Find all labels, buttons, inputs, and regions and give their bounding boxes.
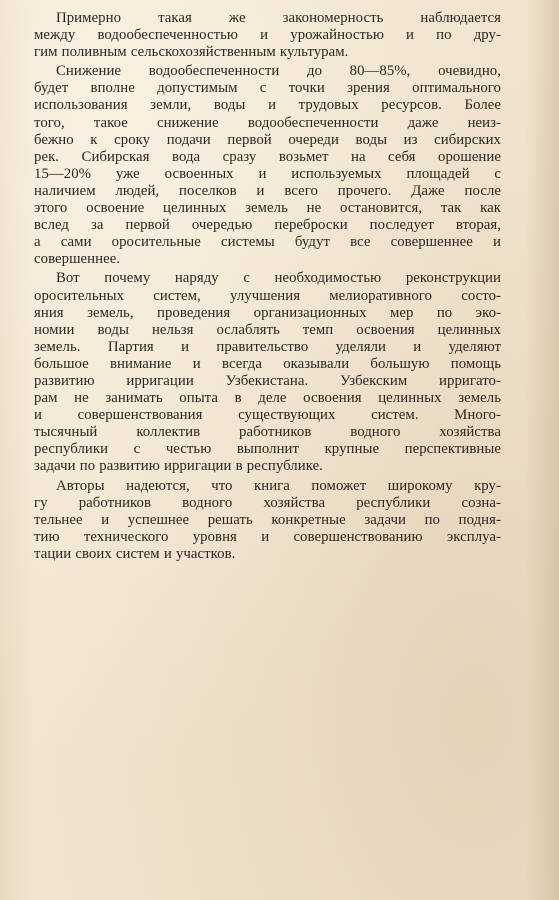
text-line: развитию ирригации Узбекистана. Узбекским ирригато- <box>34 372 501 389</box>
text-line: Вот почему наряду с необходимостью реконструкции <box>56 270 501 287</box>
text-line: номии воды нельзя ослаблять темп освоения целинных <box>34 321 501 338</box>
text-line: Авторы надеются, что книга поможет широкому кру- <box>56 477 501 494</box>
paragraph-3 <box>34 270 501 475</box>
text-line: тию технического уровня и совершенствованию эксплуа- <box>34 528 501 545</box>
text-line: 15—20% уже освоенных и используемых площадей с <box>34 165 501 182</box>
text-line: будет вполне допустимым с точки зрения оптимального <box>34 80 501 97</box>
text-line: вслед за первой очередью переброски последует вторая, <box>34 217 501 234</box>
text-line: наличием людей, поселков и всего прочего. Даже после <box>34 182 501 199</box>
text-line: оросительных систем, улучшения мелиоративного состо- <box>34 287 501 304</box>
text-line: гу работников водного хозяйства республики созна- <box>34 494 501 511</box>
text-line: яния земель, проведения организационных мер по эко- <box>34 304 501 321</box>
text-line: того, такое снижение водообеспеченности даже неиз- <box>34 114 501 131</box>
text-line: большое внимание и всегда оказывали большую помощь <box>34 355 501 372</box>
text-line: рам не занимать опыта в деле освоения целинных земель <box>34 390 501 407</box>
text-line: этого освоение целинных земель не остановится, так как <box>34 200 501 217</box>
text-line: использования земли, воды и трудовых ресурсов. Более <box>34 97 501 114</box>
text-line: тельнее и успешнее решать конкретные задачи по подня- <box>34 511 501 528</box>
paragraph-4 <box>34 478 501 563</box>
text-line: гим поливным сельскохозяйственным культурам. <box>34 44 349 61</box>
text-line: совершеннее. <box>34 251 121 268</box>
text-line: Снижение водообеспеченности до 80—85%, очевидно, <box>56 63 501 80</box>
paragraph-2 <box>34 63 501 268</box>
text-line: земель. Партия и правительство уделяли и уделяют <box>34 338 501 355</box>
text-line: бежно к сроку подачи первой очереди воды из сибирских <box>34 131 501 148</box>
text-line: между водообеспеченностью и урожайностью и по дру- <box>34 27 501 44</box>
text-body <box>34 10 501 563</box>
text-line: тысячный коллектив работников водного хозяйства <box>34 424 501 441</box>
text-line: тации своих систем и участков. <box>34 545 236 562</box>
text-line: и совершенствования существующих систем. Много- <box>34 407 501 424</box>
text-line: рек. Сибирская вода сразу возьмет на себя орошение <box>34 148 501 165</box>
text-line: Примерно такая же закономерность наблюдается <box>56 10 501 26</box>
text-line: республики с честью выполнит крупные перспективные <box>34 441 501 458</box>
paragraph-1 <box>34 10 501 61</box>
text-line: задачи по развитию ирригации в республике. <box>34 458 323 475</box>
text-line: а сами оросительные системы будут все совершеннее и <box>34 234 501 251</box>
